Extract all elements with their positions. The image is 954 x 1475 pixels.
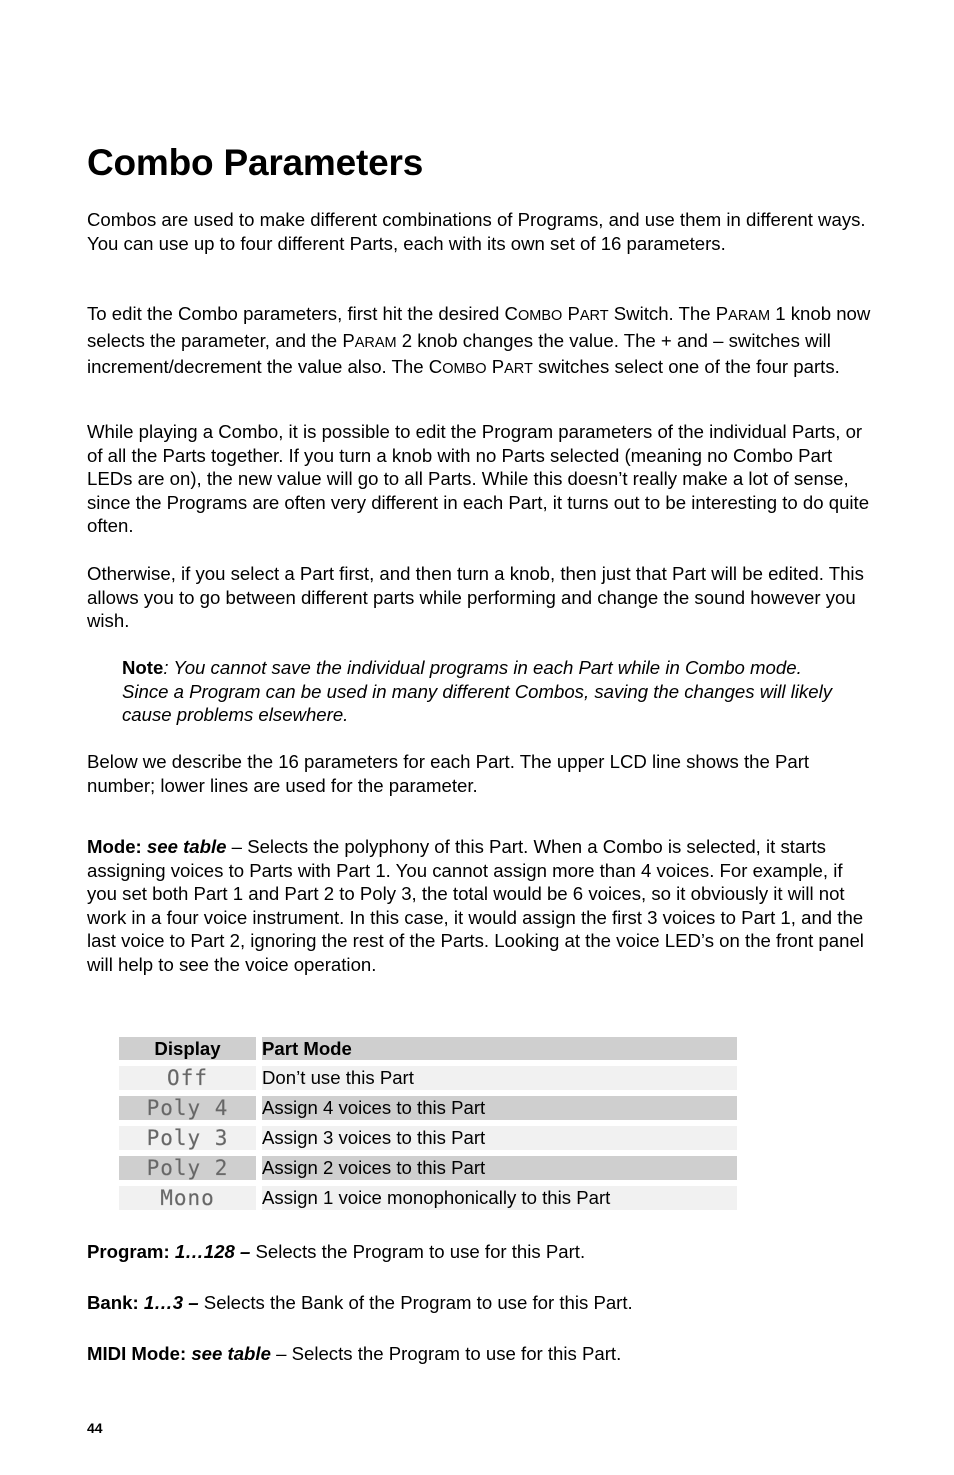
- intro-paragraph: Combos are used to make different combinations of Programs, and use them in different ways. You can use up to four different Parts, each with its own set of 16 parameters.: [87, 209, 866, 254]
- edit-text-4: 2 knob changes the value. The + and – switches will increment/decrement the value also. The: [87, 329, 831, 377]
- mode-description: Assign 2 voices to this Part: [262, 1156, 737, 1180]
- program-text: Selects the Program to use for this Part.: [250, 1241, 586, 1262]
- param-p: P: [715, 303, 729, 324]
- display-value: Off: [119, 1066, 256, 1090]
- combo-rest-2: OMBO: [442, 361, 487, 377]
- table-row: [119, 1066, 737, 1090]
- param-rest-2: ARAM: [354, 334, 397, 351]
- note-colon: :: [163, 657, 174, 678]
- edit-paragraph: [87, 302, 872, 382]
- below-paragraph: Below we describe the 16 parameters for each Part. The upper LCD line shows the Part number; lower lines are used for the parameter.: [87, 751, 810, 796]
- display-value: Poly 2: [119, 1156, 256, 1180]
- combo-rest: OMBO: [517, 308, 563, 324]
- mode-paragraph: [87, 835, 872, 976]
- mode-description: Assign 4 voices to this Part: [262, 1096, 737, 1120]
- param-p-2: P: [342, 329, 355, 351]
- mode-description: Don’t use this Part: [262, 1066, 737, 1090]
- note-paragraph: [122, 656, 842, 727]
- part-rest: ART: [579, 308, 609, 324]
- mode-label: Mode:: [87, 836, 142, 857]
- param-rest: ARAM: [728, 308, 771, 324]
- mode-description: Assign 1 voice monophonically to this Part: [262, 1186, 737, 1210]
- program-paragraph: [87, 1240, 872, 1264]
- table-row: [119, 1096, 737, 1120]
- combo-c-2: C: [428, 356, 443, 377]
- table-row: [119, 1186, 737, 1210]
- midi-mode-paragraph: [87, 1342, 872, 1366]
- mode-description: Assign 3 voices to this Part: [262, 1126, 737, 1150]
- bank-paragraph: [87, 1291, 872, 1315]
- combo-c: C: [504, 303, 518, 324]
- edit-text-2: Switch. The: [608, 303, 716, 324]
- display-value: Poly 3: [119, 1126, 256, 1150]
- display-value: Poly 4: [119, 1096, 256, 1120]
- edit-text-5: switches select one of the four parts.: [532, 356, 840, 377]
- midi-mode-label: MIDI Mode:: [87, 1343, 187, 1364]
- playing-paragraph: While playing a Combo, it is possible to edit the Program parameters of the individual Parts, or of all the Parts together. If you turn a knob with no Parts selected (meaning no Combo Part LEDs are on), the new value will go to all Parts. While this doesn’t really make a lot of sense, since the Programs are often very different in each Part, it turns out to be interesting to do quite often.: [87, 421, 870, 536]
- otherwise-paragraph: Otherwise, if you select a Part first, and then turn a knob, then just that Part will be edited. This allows you to go between different parts while performing and change the sound however you wish.: [87, 563, 864, 631]
- bank-label: Bank:: [87, 1292, 139, 1313]
- part-rest-2: ART: [504, 361, 533, 377]
- program-value: 1…128 –: [174, 1241, 251, 1262]
- program-label: Program:: [87, 1241, 170, 1262]
- page-number: 44: [87, 1420, 103, 1436]
- note-label: Note: [122, 657, 164, 678]
- table-row: [119, 1126, 737, 1150]
- part-p-2: P: [491, 356, 505, 377]
- bank-value: 1…3 –: [143, 1292, 199, 1313]
- part-mode-table: [113, 1031, 743, 1216]
- page-title: Combo Parameters: [87, 142, 424, 183]
- midi-mode-value: see table: [191, 1343, 271, 1364]
- edit-text-3: 1 knob now selects the parameter, and the: [87, 303, 871, 351]
- mode-text: – Selects the polyphony of this Part. When a Combo is selected, it starts assigning voices to Parts with Part 1. You cannot assign more than 4 voices. For example, if you set both Part 1 and Part 2 to Poly 3, the total would be 6 voices, so it obviously it will not work in a four voice instrument. In this case, it would assign the first 3 voices to Part 1, and the last voice to Part 2, ignoring the rest of the Parts. Looking at the voice LED’s on the front panel will help to see the voice operation.: [87, 836, 864, 975]
- header-part-mode: Part Mode: [262, 1037, 737, 1060]
- note-text: You cannot save the individual programs in each Part while in Combo mode. Since a Program can be used in many different Combos, saving the changes will likely cause problems elsewhere.: [122, 657, 833, 725]
- edit-text-1: To edit the Combo parameters, first hit the desired: [87, 303, 505, 324]
- display-value: Mono: [119, 1186, 256, 1210]
- header-display: Display: [119, 1037, 256, 1060]
- part-p: P: [567, 303, 580, 324]
- table-row: [119, 1156, 737, 1180]
- mode-value: see table: [146, 836, 227, 857]
- bank-text: Selects the Bank of the Program to use for this Part.: [198, 1292, 633, 1313]
- midi-mode-text: – Selects the Program to use for this Part.: [270, 1343, 622, 1364]
